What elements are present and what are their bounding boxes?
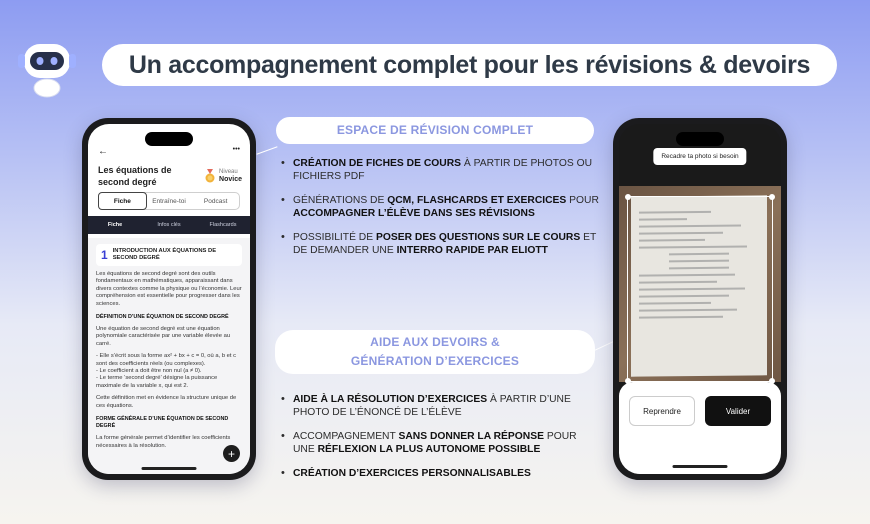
section-pill-revision	[276, 117, 594, 144]
home-indicator	[142, 467, 197, 470]
robot-mascot-icon	[14, 34, 80, 100]
feature-text: AIDE À LA RÉSOLUTION D’EXERCICES	[293, 394, 488, 405]
feature-text: INTERRO RAPIDE PAR ELIOTT	[396, 245, 548, 256]
paragraph: Cette définition met en évidence la structure unique de ces équations.	[96, 395, 237, 409]
retake-button[interactable]: Reprendre	[629, 396, 695, 426]
feature-text: À PARTIR D’UNE PHOTO DE L’ÉNONCÉ DE L’ÉLÈVE	[293, 394, 571, 418]
sub-tabs	[88, 216, 250, 234]
crop-handle[interactable]	[769, 194, 775, 200]
feature-text: SANS DONNER LA RÉPONSE	[398, 431, 544, 442]
feature-item	[279, 467, 599, 480]
home-indicator	[673, 465, 728, 468]
medal-icon	[204, 169, 216, 183]
add-button[interactable]: +	[223, 445, 240, 462]
feature-text: À PARTIR DE PHOTOS OU FICHIERS PDF	[293, 158, 593, 182]
section-pill-homework	[275, 330, 595, 374]
revision-features-list	[279, 157, 599, 268]
feature-item	[279, 194, 599, 220]
subheading: DÉFINITION D’UNE ÉQUATION DE SECOND DEGRÉ	[96, 314, 229, 321]
feature-text: ACCOMPAGNER L’ÉLÈVE DANS SES RÉVISIONS	[293, 208, 535, 219]
lesson-tabs	[98, 192, 240, 210]
feature-text: ACCOMPAGNEMENT	[293, 431, 399, 442]
feature-text: ET DE DEMANDER UNE	[293, 232, 597, 256]
feature-item	[279, 157, 599, 183]
page-title: Un accompagnement complet pour les révisions & devoirs	[102, 44, 837, 86]
feature-item	[279, 231, 599, 257]
subtab-infos-cles[interactable]: Infos clés	[157, 222, 181, 228]
feature-text: CRÉATION DE FICHES DE COURS	[293, 158, 462, 169]
tab-podcast[interactable]: Podcast	[203, 197, 228, 205]
section-title-homework-2: GÉNÉRATION D’EXERCICES	[350, 354, 520, 368]
more-options-icon[interactable]: •••	[232, 146, 240, 153]
phone-mockup-revision	[82, 118, 256, 480]
lesson-content	[88, 238, 250, 474]
paragraph: Une équation de second degré est une équation polynomiale caractérisée par une variable élevée au carré.	[96, 326, 231, 347]
subheading: FORME GÉNÉRALE D’UNE ÉQUATION DE SECOND DEGRÉ	[96, 416, 229, 430]
level-badge	[204, 164, 242, 188]
tab-fiche[interactable]: Fiche	[98, 192, 147, 210]
feature-text: POSSIBILITÉ DE	[293, 232, 376, 243]
tab-entraine-toi[interactable]: Entraîne-toi	[152, 197, 186, 205]
feature-item	[279, 430, 599, 456]
section-number: 1	[101, 248, 108, 262]
section-title-homework-1: AIDE AUX DEVOIRS &	[370, 335, 500, 349]
paragraph: - Le terme ‘second degré’ désigne la puissance maximale de la variable x, qui est 2.	[96, 375, 218, 389]
section-header	[96, 244, 242, 266]
feature-text: RÉFLEXION LA PLUS AUTONOME POSSIBLE	[317, 444, 541, 455]
back-arrow-icon[interactable]: ←	[98, 146, 108, 157]
feature-item	[279, 393, 599, 419]
subtab-fiche[interactable]: Fiche	[107, 222, 123, 228]
phone-notch	[676, 132, 724, 146]
paragraph: Les équations de second degré sont des outils fondamentaux en mathématiques, apparaissant dans divers contextes comme la physique ou l’économie. Leur compréhension est essentielle pour progresser dans les sciences.	[96, 271, 242, 307]
homework-features-list	[279, 393, 599, 491]
feature-text: GÉNÉRATIONS DE	[293, 195, 388, 206]
feature-text: POUR	[566, 195, 599, 206]
connector-line	[256, 146, 277, 154]
phone-mockup-homework	[613, 118, 787, 480]
feature-text: QCM, FLASHCARDS ET EXERCICES	[387, 195, 567, 206]
crop-frame[interactable]	[627, 196, 773, 382]
feature-text: CRÉATION D’EXERCICES PERSONNALISABLES	[293, 468, 531, 479]
level-label: Niveau	[219, 169, 238, 175]
action-sheet	[619, 382, 781, 474]
paragraph: - Le coefficient a doit être non nul (a ≠ 0).	[96, 368, 202, 375]
feature-text: POSER DES QUESTIONS SUR LE COURS	[375, 232, 581, 243]
phone-notch	[145, 132, 193, 146]
section-title: INTRODUCTION AUX ÉQUATIONS DE SECOND DEGRÉ	[112, 248, 217, 261]
crop-hint-label: Recadre ta photo si besoin	[653, 148, 746, 165]
section-title-revision: ESPACE DE RÉVISION COMPLET	[336, 123, 534, 137]
crop-handle[interactable]	[625, 194, 631, 200]
subtab-flashcards[interactable]: Flashcards	[209, 222, 237, 228]
feature-text: POUR UNE	[293, 431, 577, 455]
paragraph: - Elle s’écrit sous la forme ax² + bx + c = 0, où a, b et c sont des coefficients réels (ou complexes).	[96, 353, 236, 367]
paragraph: La forme générale permet d’identifier les coefficients nécessaires à la résolution.	[96, 435, 231, 449]
level-value: Novice	[219, 176, 242, 183]
lesson-title: Les équations de second degré	[98, 165, 172, 187]
validate-button[interactable]: Valider	[705, 396, 771, 426]
